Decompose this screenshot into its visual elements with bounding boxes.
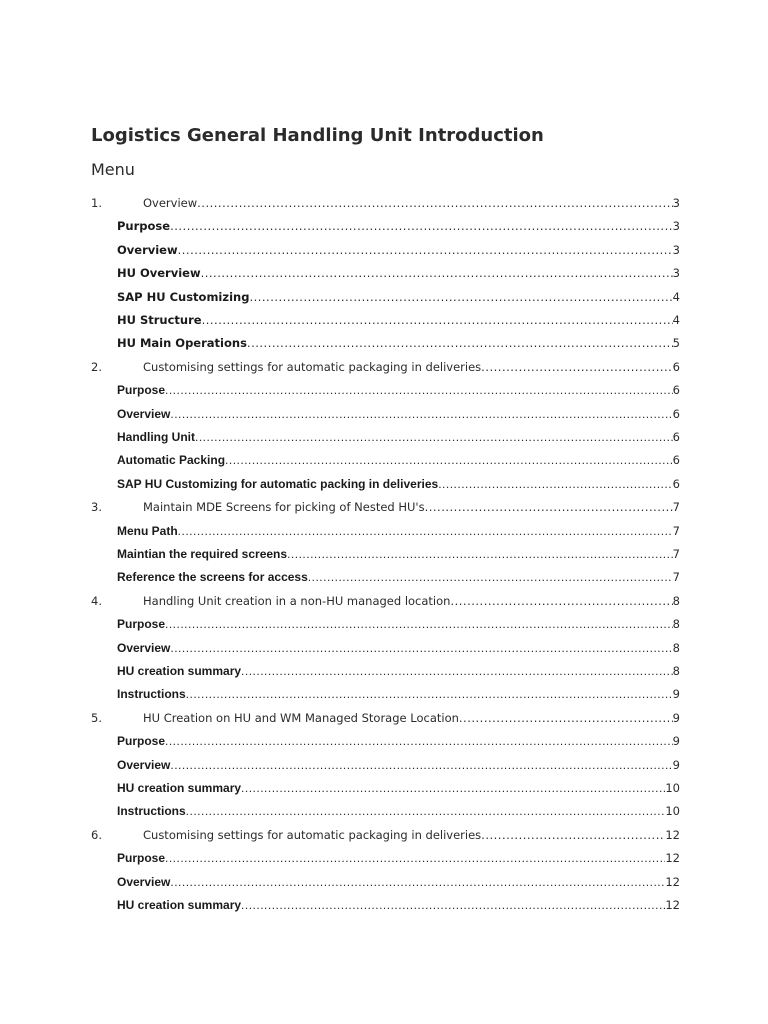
toc-page-number: 3 xyxy=(672,266,680,281)
toc-chapter-entry[interactable] xyxy=(91,594,680,610)
toc-dot-leader xyxy=(202,313,673,327)
toc-entry-title: Overview xyxy=(117,640,171,655)
toc-entry-title: Customising settings for automatic packaging in deliveries xyxy=(143,359,482,374)
toc-page-number: 8 xyxy=(672,664,680,678)
toc-dot-leader xyxy=(186,687,673,701)
toc-page-number: 4 xyxy=(672,313,680,327)
toc-section-entry[interactable] xyxy=(117,477,680,493)
toc-dot-leader xyxy=(195,430,673,444)
toc-page-number: 6 xyxy=(672,430,680,444)
toc-section-entry[interactable] xyxy=(117,898,680,914)
toc-chapter-number: 1. xyxy=(91,196,102,210)
toc-page-number: 6 xyxy=(672,476,680,491)
toc-entry-title: HU Creation on HU and WM Managed Storage Location xyxy=(143,710,459,725)
toc-page-number: 12 xyxy=(665,827,680,842)
toc-entry-title: Instructions xyxy=(117,687,186,702)
toc-entry-title: HU Structure xyxy=(117,313,202,327)
toc-dot-leader xyxy=(178,243,673,257)
toc-entry-title: Handling Unit xyxy=(117,430,195,444)
toc-page-number: 9 xyxy=(672,687,680,702)
toc-entry-title: Purpose xyxy=(117,851,166,866)
toc-chapter-number: 6. xyxy=(91,827,102,842)
toc-chapter-number: 2. xyxy=(91,359,102,374)
toc-page-number: 9 xyxy=(672,757,680,772)
toc-entry-title: Customising settings for automatic packaging in deliveries xyxy=(143,827,482,842)
toc-page-number: 3 xyxy=(672,219,680,234)
toc-page-number: 3 xyxy=(672,242,680,257)
toc-page-number: 6 xyxy=(672,359,680,374)
toc-dot-leader xyxy=(241,898,665,912)
toc-section-entry[interactable] xyxy=(117,524,680,540)
toc-entry-title: Purpose xyxy=(117,734,166,749)
toc-dot-leader xyxy=(165,383,673,397)
toc-section-entry[interactable] xyxy=(117,664,680,680)
toc-entry-title: Purpose xyxy=(117,219,171,234)
toc-chapter-entry[interactable] xyxy=(91,711,680,727)
toc-section-entry[interactable] xyxy=(117,313,680,329)
toc-dot-leader xyxy=(287,547,673,561)
toc-entry-title: Instructions xyxy=(117,804,186,819)
toc-entry-title: HU creation summary xyxy=(117,898,242,912)
toc-entry-title: Automatic Packing xyxy=(117,453,226,468)
toc-entry-title: HU Main Operations xyxy=(117,336,247,351)
toc-entry-title: Menu Path xyxy=(117,523,178,538)
toc-dot-leader xyxy=(247,336,673,350)
toc-dot-leader xyxy=(308,570,673,584)
toc-chapter-entry[interactable] xyxy=(91,360,680,376)
toc-dot-leader xyxy=(249,290,672,304)
toc-section-entry[interactable] xyxy=(117,875,680,891)
toc-page-number: 12 xyxy=(665,874,680,889)
toc-section-entry[interactable] xyxy=(117,617,680,633)
toc-page-number: 6 xyxy=(672,383,680,398)
toc-dot-leader xyxy=(201,266,673,280)
toc-entry-title: Overview xyxy=(143,196,198,210)
toc-entry-title: Maintian the required screens xyxy=(117,547,288,561)
toc-dot-leader xyxy=(438,477,672,491)
toc-page-number: 10 xyxy=(665,804,680,819)
toc-dot-leader xyxy=(165,734,673,748)
toc-page-number: 7 xyxy=(672,500,680,515)
toc-page-number: 6 xyxy=(672,453,680,468)
toc-entry-title: Overview xyxy=(117,242,178,257)
toc-page-number: 7 xyxy=(672,547,680,561)
toc-entry-title: Overview xyxy=(117,406,171,421)
toc-dot-leader xyxy=(241,781,665,795)
toc-dot-leader xyxy=(425,500,673,514)
toc-entry-title: HU Overview xyxy=(117,266,201,281)
toc-section-entry[interactable] xyxy=(117,758,680,774)
toc-chapter-number: 4. xyxy=(91,593,102,608)
toc-entry-title: Handling Unit creation in a non-HU managed location xyxy=(143,593,451,608)
toc-dot-leader xyxy=(459,711,673,725)
toc-entry-title: HU creation summary xyxy=(117,781,242,795)
toc-chapter-entry[interactable] xyxy=(91,828,680,844)
toc-page-number: 9 xyxy=(672,710,680,725)
toc-dot-leader xyxy=(225,453,673,467)
toc-section-entry[interactable] xyxy=(117,851,680,867)
toc-section-entry[interactable] xyxy=(117,804,680,820)
toc-entry-title: Overview xyxy=(117,757,171,772)
toc-dot-leader xyxy=(186,804,666,818)
toc-chapter-entry[interactable] xyxy=(91,500,680,516)
toc-dot-leader xyxy=(178,524,673,538)
toc-chapter-number: 3. xyxy=(91,500,102,515)
toc-page-number: 5 xyxy=(672,336,680,351)
toc-page-number: 10 xyxy=(665,781,680,795)
toc-page-number: 8 xyxy=(672,593,680,608)
toc-dot-leader xyxy=(165,851,665,865)
toc-entry-title: Purpose xyxy=(117,617,166,632)
toc-section-entry[interactable] xyxy=(117,383,680,399)
toc-section-entry[interactable] xyxy=(117,407,680,423)
toc-dot-leader xyxy=(165,617,673,631)
toc-section-entry[interactable] xyxy=(117,453,680,469)
toc-dot-leader xyxy=(170,219,673,233)
toc-section-entry[interactable] xyxy=(117,687,680,703)
toc-dot-leader xyxy=(170,758,672,772)
toc-dot-leader xyxy=(481,828,665,842)
toc-section-entry[interactable] xyxy=(117,734,680,750)
toc-page-number: 9 xyxy=(672,734,680,749)
toc-entry-title: Reference the screens for access xyxy=(117,570,308,585)
toc-section-entry[interactable] xyxy=(117,290,680,306)
toc-section-entry[interactable] xyxy=(117,781,680,797)
toc-page-number: 12 xyxy=(665,851,680,866)
toc-dot-leader xyxy=(197,196,673,210)
toc-section-entry[interactable] xyxy=(117,336,680,352)
toc-dot-leader xyxy=(170,875,665,889)
toc-entry-title: SAP HU Customizing for automatic packing in deliveries xyxy=(117,476,439,491)
toc-section-entry[interactable] xyxy=(117,266,680,282)
toc-page-number: 12 xyxy=(665,898,680,912)
toc-section-entry[interactable] xyxy=(117,219,680,235)
toc-page-number: 7 xyxy=(672,570,680,585)
toc-entry-title: Purpose xyxy=(117,383,166,398)
toc-entry-title: Maintain MDE Screens for picking of Nested HU's xyxy=(143,500,425,515)
toc-page-number: 8 xyxy=(672,640,680,655)
toc-section-entry[interactable] xyxy=(117,547,680,563)
toc-page-number: 7 xyxy=(672,523,680,538)
toc-dot-leader xyxy=(170,641,672,655)
toc-dot-leader xyxy=(241,664,673,678)
toc-section-entry[interactable] xyxy=(117,430,680,446)
toc-chapter-entry[interactable] xyxy=(91,196,680,212)
menu-heading: Menu xyxy=(91,160,135,179)
toc-entry-title: Overview xyxy=(117,874,171,889)
toc-entry-title: HU creation summary xyxy=(117,664,242,678)
toc-page-number: 8 xyxy=(672,617,680,632)
toc-section-entry[interactable] xyxy=(117,243,680,259)
toc-dot-leader xyxy=(450,594,672,608)
toc-entry-title: SAP HU Customizing xyxy=(117,289,250,304)
toc-dot-leader xyxy=(170,407,672,421)
toc-page-number: 6 xyxy=(672,406,680,421)
toc-page-number: 4 xyxy=(672,289,680,304)
toc-section-entry[interactable] xyxy=(117,570,680,586)
toc-chapter-number: 5. xyxy=(91,710,102,725)
document-title: Logistics General Handling Unit Introduction xyxy=(91,125,544,146)
toc-section-entry[interactable] xyxy=(117,641,680,657)
toc-page-number: 3 xyxy=(672,196,680,210)
toc-dot-leader xyxy=(481,360,673,374)
